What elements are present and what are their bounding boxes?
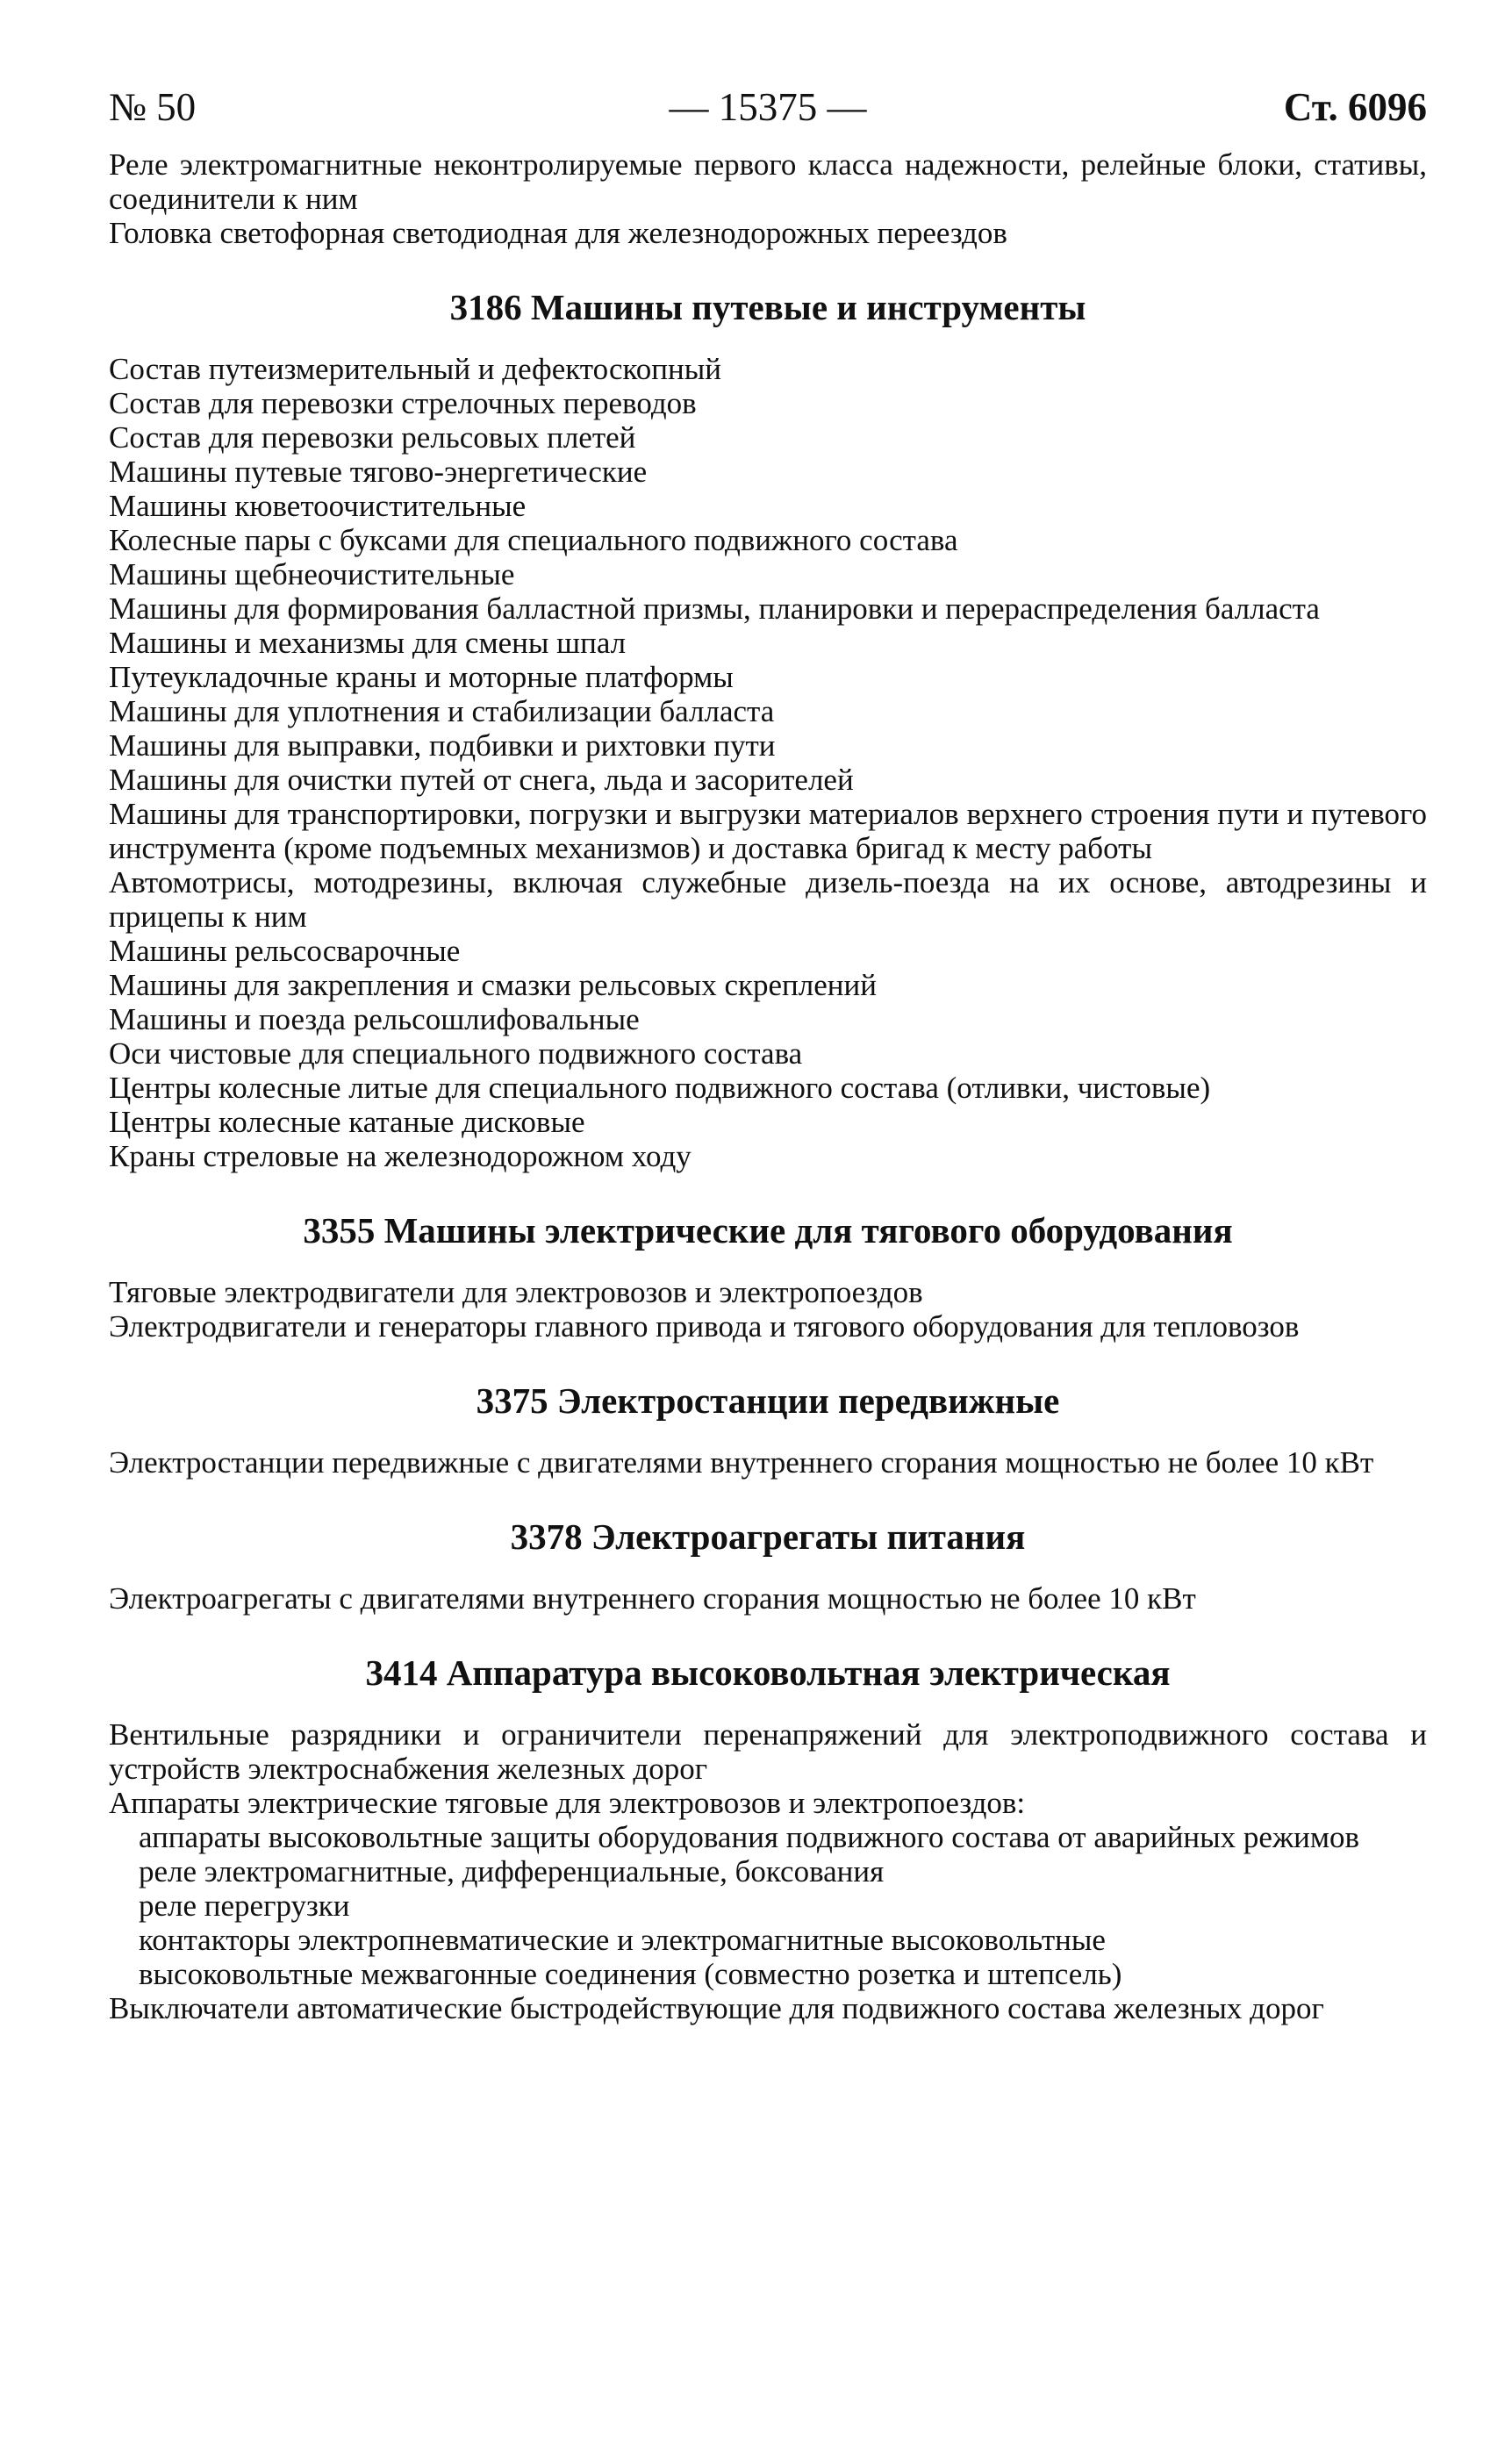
- document-page: [109, 81, 1427, 2025]
- list-item: Машины и механизмы для смены шпал: [109, 626, 627, 660]
- list-item: Машины кюветоочистительные: [109, 489, 527, 523]
- section-heading: 3414 Аппаратура высоковольтная электрическая: [365, 1652, 1171, 1693]
- list-item: Оси чистовые для специального подвижного состава: [109, 1036, 803, 1071]
- section-heading: 3355 Машины электрические для тягового оборудования: [303, 1210, 1233, 1251]
- section-heading: 3375 Электростанции передвижные: [476, 1380, 1060, 1421]
- list-item: Состав для перевозки стрелочных переводов: [109, 386, 697, 420]
- list-item: Машины для выправки, подбивки и рихтовки пути: [109, 728, 776, 763]
- list-item: Машины щебнеочистительные: [109, 557, 515, 591]
- list-item: Машины для закрепления и смазки рельсовых скреплений: [109, 968, 877, 1002]
- list-item: Тяговые электродвигатели для электровозов и электропоездов: [109, 1275, 923, 1309]
- sub-list-item: контакторы электропневматические и электромагнитные высоковольтные: [139, 1923, 1106, 1957]
- list-item: Машины и поезда рельсошлифовальные: [109, 1002, 640, 1036]
- list-item: Состав путеизмерительный и дефектоскопный: [109, 352, 721, 386]
- list-item: Электродвигатели и генераторы главного привода и тягового оборудования для тепловозов: [109, 1309, 1300, 1344]
- sub-list-item: реле перегрузки: [139, 1889, 350, 1923]
- list-item: Электроагрегаты с двигателями внутреннего сгорания мощностью не более 10 кВт: [109, 1581, 1196, 1616]
- list-item: Аппараты электрические тяговые для электровозов и электропоездов:: [109, 1786, 1026, 1820]
- list-item: Реле электромагнитные неконтролируемые первого класса надежности, релейные блоки, стативы, соединители к ним: [109, 147, 1427, 216]
- sub-list-item: аппараты высоковольтные защиты оборудования подвижного состава от аварийных режимов: [139, 1820, 1360, 1854]
- page-number: — 15375 —: [669, 85, 867, 129]
- list-item: Машины для очистки путей от снега, льда и засорителей: [109, 763, 854, 797]
- article-number: Ст. 6096: [1283, 85, 1427, 129]
- list-item: Электростанции передвижные с двигателями внутреннего сгорания мощностью не более 10 кВт: [109, 1445, 1374, 1480]
- list-item: Состав для перевозки рельсовых плетей: [109, 420, 636, 455]
- sub-list-item: высоковольтные межвагонные соединения (совместно розетка и штепсель): [139, 1957, 1122, 1991]
- list-item: Головка светофорная светодиодная для железнодорожных переездов: [109, 216, 1007, 250]
- list-item: Центры колесные катаные дисковые: [109, 1105, 585, 1139]
- list-item: Краны стреловые на железнодорожном ходу: [109, 1139, 692, 1173]
- list-item: Машины путевые тягово-энергетические: [109, 455, 648, 489]
- list-item: Центры колесные литые для специального подвижного состава (отливки, чистовые): [109, 1071, 1211, 1105]
- list-item: Выключатели автоматические быстродействующие для подвижного состава железных дорог: [109, 1991, 1324, 2025]
- page-header: [109, 81, 1427, 133]
- section-heading: 3378 Электроагрегаты питания: [510, 1516, 1026, 1557]
- list-item: Вентильные разрядники и ограничители перенапряжений для электроподвижного состава и устройств электроснабжения железных дорог: [109, 1717, 1427, 1786]
- list-item: Машины рельсосварочные: [109, 934, 461, 968]
- list-item: Автомотрисы, мотодрезины, включая служебные дизель-поезда на их основе, автодрезины и прицепы к ним: [109, 865, 1427, 934]
- sub-list-item: реле электромагнитные, дифференциальные, боксования: [139, 1854, 885, 1889]
- list-item: Машины для транспортировки, погрузки и выгрузки материалов верхнего строения пути и путевого инструмента (кроме подъемных механизмов) и доставка бригад к месту работы: [109, 797, 1427, 865]
- list-item: Машины для формирования балластной призмы, планировки и перераспределения балласта: [109, 591, 1320, 626]
- list-item: Путеукладочные краны и моторные платформы: [109, 660, 734, 694]
- issue-number: № 50: [109, 85, 197, 129]
- section-heading: 3186 Машины путевые и инструменты: [449, 287, 1086, 327]
- list-item: Машины для уплотнения и стабилизации балласта: [109, 694, 775, 728]
- list-item: Колесные пары с буксами для специального подвижного состава: [109, 523, 958, 557]
